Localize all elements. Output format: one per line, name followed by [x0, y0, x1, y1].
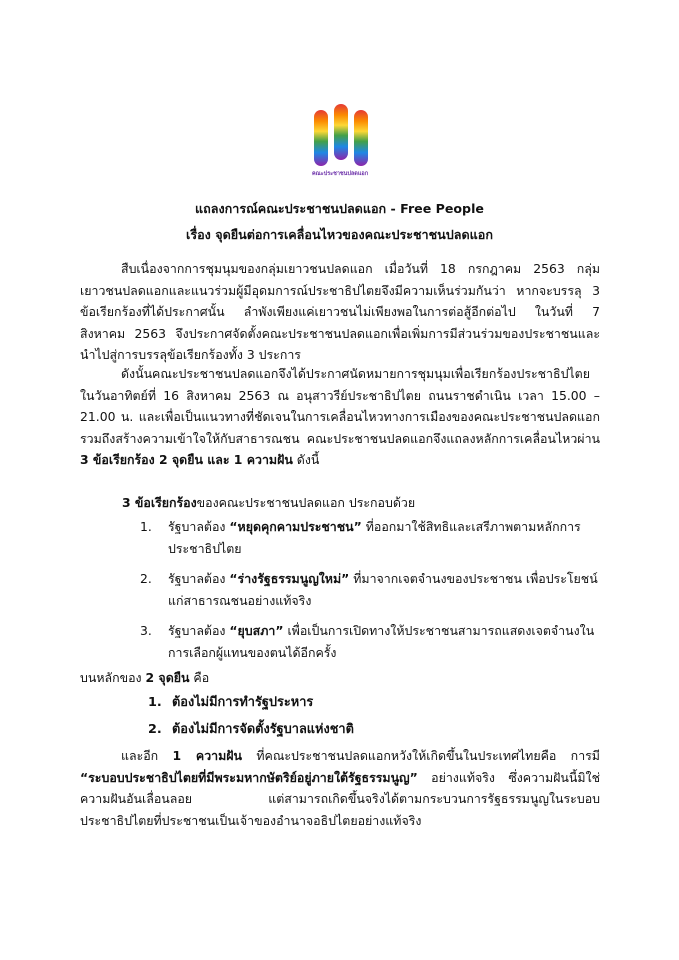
demands-heading: 3 ข้อเรียกร้องของคณะประชาชนปลดแอก ประกอบด้วย: [122, 495, 416, 510]
demand-item: 3. รัฐบาลต้อง “ยุบสภา” เพื่อเป็นการเปิดทางให้ประชาชนสามารถแสดงเจตจำนงในการเลือกผู้แทนของตนได้อีกครั้ง: [140, 623, 595, 660]
stances-list: [148, 692, 354, 746]
intro-paragraph-2: ดังนั้นคณะประชาชนปลดแอกจึงได้ประกาศนัดหมายการชุมนุมเพื่อเรียกร้องประชาธิปไตย ในวันอาทิตย์ที่ 16 สิงหาคม 2563 ณ อนุสาวรีย์ประชาธิปไตย ถนนราชดำเนิน เวลา 15.00 – 21.00 น. และเพื่อเป็นแนวทางที่ชัดเจนในการเคลื่อนไหวทางการเมืองของคณะประชาชนปลดแอก รวมถึงสร้างความเข้าใจให้กับสาธารณชน คณะประชาชนปลดแอกจึงแถลงหลักการเคลื่อนไหวผ่าน 3 ข้อเรียกร้อง 2 จุดยืน และ 1 ความฝัน ดังนี้: [80, 366, 600, 467]
rainbow-logo: [313, 104, 369, 178]
stance-item: 1. ต้องไม่มีการทำรัฐประหาร: [148, 695, 314, 710]
document-title: แถลงการณ์คณะประชาชนปลดแอก - Free People: [195, 201, 484, 216]
stance-item: 2. ต้องไม่มีการจัดตั้งรัฐบาลแห่งชาติ: [148, 722, 354, 737]
intro-paragraph-1: สืบเนื่องจากการชุมนุมของกลุ่มเยาวชนปลดแอก เมื่อวันที่ 18 กรกฎาคม 2563 กลุ่มเยาวชนปลดแอกและแนวร่วมผู้มีอุดมการณ์ประชาธิปไตยจึงมีความเห็นร่วมกันว่า หากจะบรรลุ 3 ข้อเรียกร้องที่ได้ประกาศนั้น ลำพังเพียงแค่เยาวชนไม่เพียงพอในการต่อสู้อีกต่อไป ในวันที่ 7 สิงหาคม 2563 จึงประกาศจัดตั้งคณะประชาชนปลดแอกเพื่อเพิ่มการมีส่วนร่วมของประชาชนและนำไปสู่การบรรลุข้อเรียกร้องทั้ง 3 ประการ: [80, 261, 600, 362]
demands-list: [140, 516, 600, 672]
demand-item: 2. รัฐบาลต้อง “ร่างรัฐธรรมนูญใหม่” ที่มาจากเจตจำนงของประชาชน เพื่อประโยชน์แก่สาธารณชนอย่างแท้จริง: [140, 571, 598, 608]
stances-heading: บนหลักของ 2 จุดยืน คือ: [80, 670, 210, 685]
dream-paragraph: และอีก 1 ความฝัน ที่คณะประชาชนปลดแอกหวังให้เกิดขึ้นในประเทศไทยคือ การมี “ระบอบประชาธิปไตยที่มีพระมหากษัตริย์อยู่ภายใต้รัฐธรรมนูญ” อย่างแท้จริง ซึ่งความฝันนี้มิใช่ความฝันอันเลื่อนลอย แต่สามารถเกิดขึ้นจริงได้ตามกระบวนการรัฐธรรมนูญในระบอบประชาธิปไตยที่ประชาชนเป็นเจ้าของอำนาจอธิปไตยอย่างแท้จริง: [80, 748, 600, 828]
logo-caption: คณะประชาชนปลดแอก: [311, 171, 369, 177]
demand-item: 1. รัฐบาลต้อง “หยุดคุกคามประชาชน” ที่ออกมาใช้สิทธิและเสรีภาพตามหลักการประชาธิปไตย: [140, 519, 581, 556]
document-subject: เรื่อง จุดยืนต่อการเคลื่อนไหวของคณะประชาชนปลดแอก: [186, 227, 493, 242]
